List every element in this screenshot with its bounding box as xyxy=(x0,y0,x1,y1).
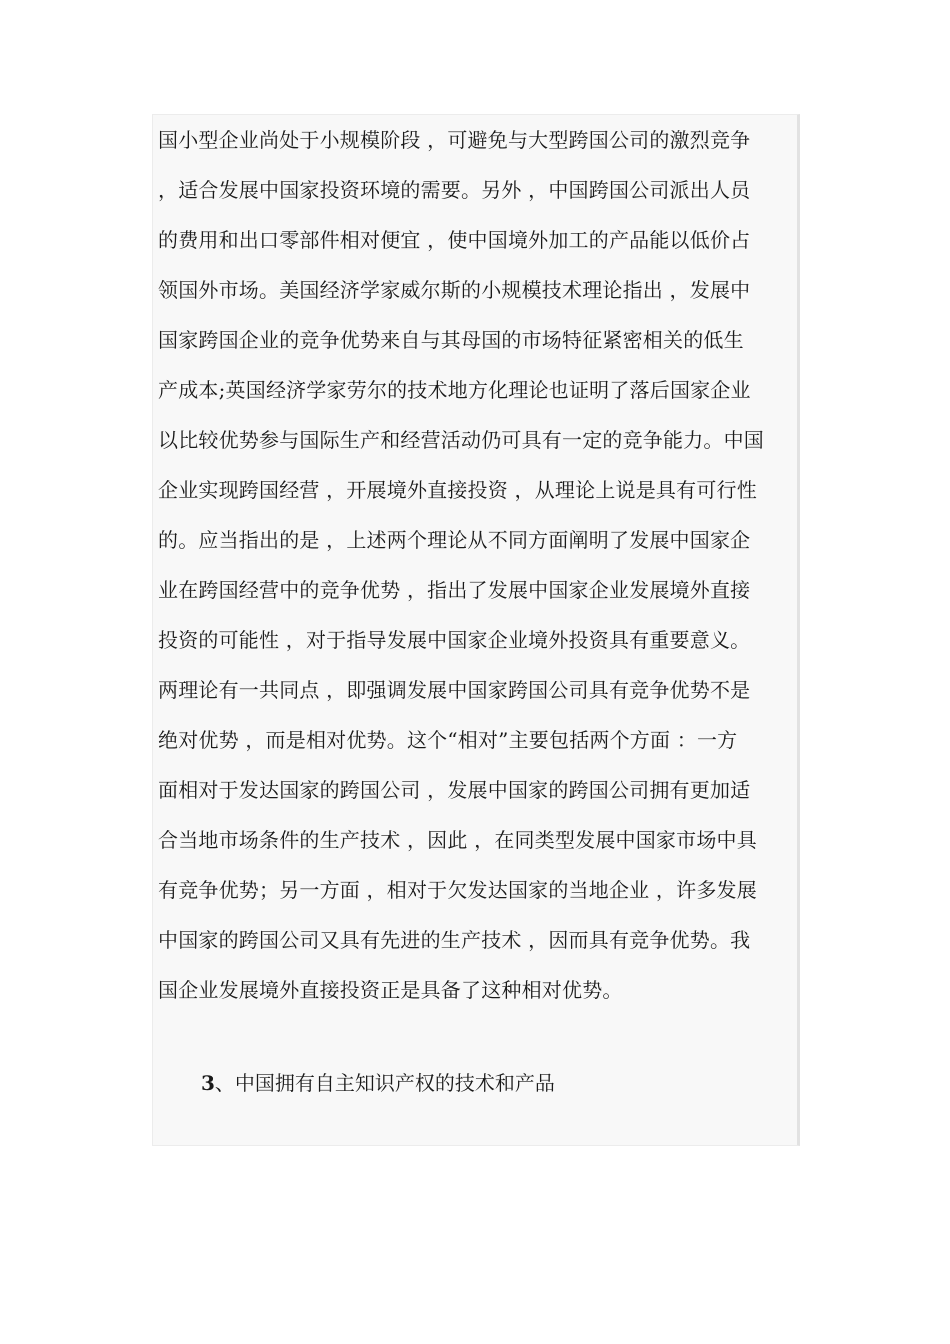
paragraph-line: 产成本;英国经济学家劳尔的技术地方化理论也证明了落后国家企业 xyxy=(158,378,751,402)
section-heading-number: 3 xyxy=(201,1071,215,1095)
paragraph-line: 国小型企业尚处于小规模阶段 ，可避免与大型跨国公司的激烈竞争 xyxy=(158,128,751,152)
paragraph-line: 有竞争优势；另一方面 ，相对于欠发达国家的当地企业 ，许多发展 xyxy=(158,878,757,902)
paragraph-line: 的。应当指出的是 ，上述两个理论从不同方面阐明了发展中国家企 xyxy=(158,528,751,552)
paragraph-line: 企业实现跨国经营 ，开展境外直接投资 ，从理论上说是具有可行性 xyxy=(158,478,757,502)
body-paragraph xyxy=(158,119,798,1019)
paragraph-line: 领国外市场。美国经济学家威尔斯的小规模技术理论指出 ，发展中 xyxy=(158,278,751,302)
paragraph-line: 投资的可能性 ，对于指导发展中国家企业境外投资具有重要意义。 xyxy=(158,628,751,652)
paragraph-line: 业在跨国经营中的竞争优势 ，指出了发展中国家企业发展境外直接 xyxy=(158,578,751,602)
paragraph-line: 两理论有一共同点 ，即强调发展中国家跨国公司具有竞争优势不是 xyxy=(158,678,751,702)
paragraph-line: 的费用和出口零部件相对便宜 ，使中国境外加工的产品能以低价占 xyxy=(158,228,751,252)
paragraph-line: 合当地市场条件的生产技术 ，因此 ，在同类型发展中国家市场中具 xyxy=(158,828,757,852)
paragraph-line: ，适合发展中国家投资环境的需要。另外 ，中国跨国公司派出人员 xyxy=(158,178,751,202)
paragraph-line: 面相对于发达国家的跨国公司 ，发展中国家的跨国公司拥有更加适 xyxy=(158,778,751,802)
document-content-box xyxy=(152,114,800,1146)
paragraph-line: 国家跨国企业的竞争优势来自与其母国的市场特征紧密相关的低生 xyxy=(158,328,744,352)
section-heading-text: 、中国拥有自主知识产权的技术和产品 xyxy=(214,1071,555,1095)
paragraph-line: 中国家的跨国公司又具有先进的生产技术 ，因而具有竞争优势。我 xyxy=(158,928,751,952)
paragraph-line: 国企业发展境外直接投资正是具备了这种相对优势。 xyxy=(158,978,623,1002)
paragraph-line: 以比较优势参与国际生产和经营活动仍可具有一定的竞争能力。中国 xyxy=(158,428,764,452)
section-heading xyxy=(201,1065,555,1101)
paragraph-line: 绝对优势 ，而是相对优势。这个“相对”主要包括两个方面 ：一方 xyxy=(158,728,738,752)
